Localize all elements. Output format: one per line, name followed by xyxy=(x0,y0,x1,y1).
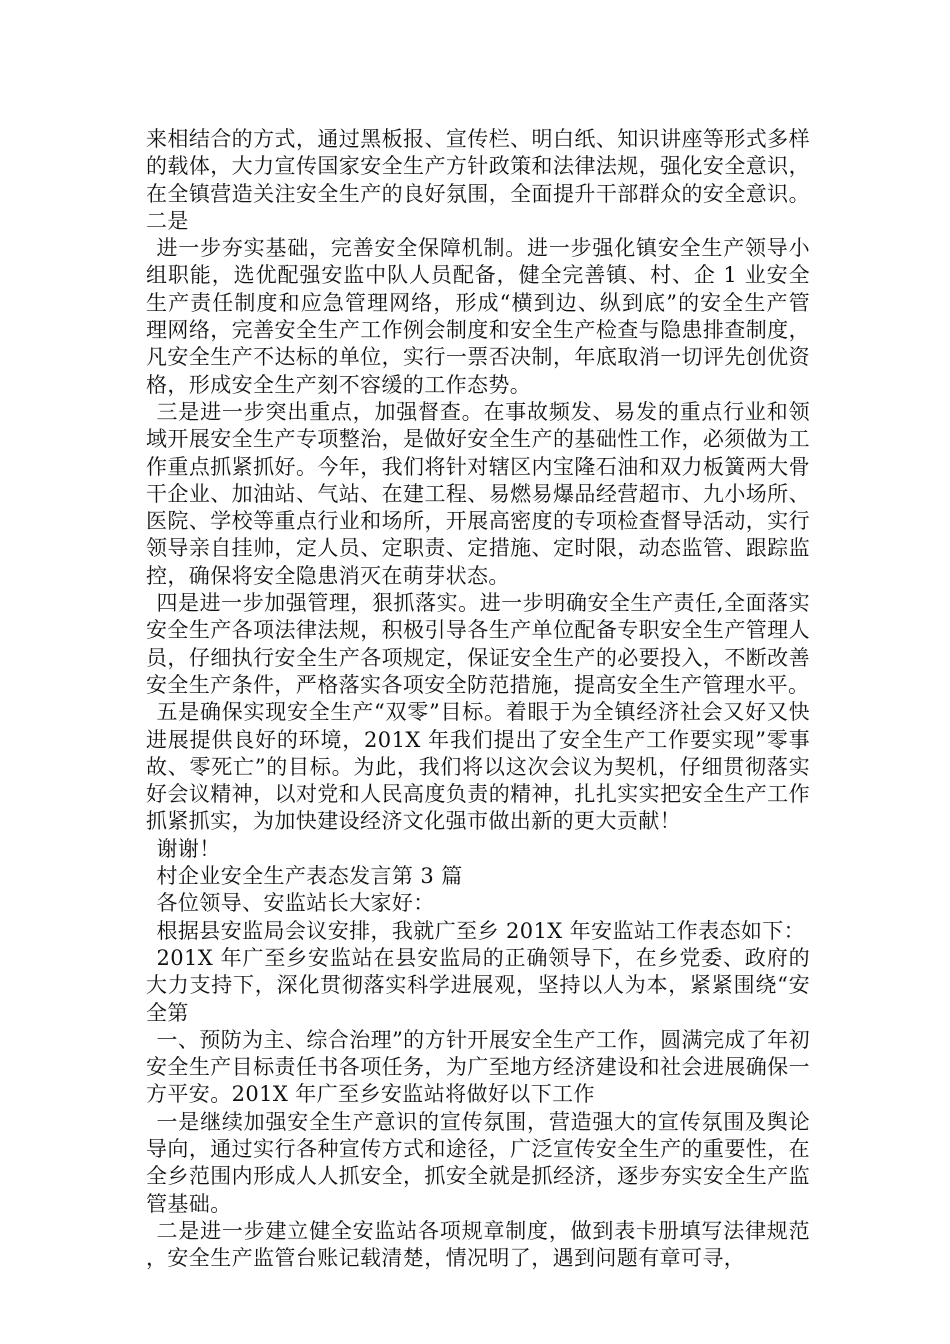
paragraph-3: 三是进一步突出重点，加强督查。在事故频发、易发的重点行业和领域开展安全生产专项整治，是做好安全生产的基础性工作，必须做为工作重点抓紧抓好。今年，我们将针对辖区内宝隆石油和双力板簧两大骨干企业、加油站、气站、在建工程、易燃易爆品经营超市、九小场所、医院、学校等重点行业和场所，开展高密度的专项检查督导活动，实行领导亲自挂帅，定人员、定职责、定措施、定时限，动态监管、跟踪监控，确保将安全隐患消灭在萌芽状态。 xyxy=(146,399,810,588)
paragraph-13: 二是进一步建立健全安监站各项规章制度，做到表卡册填写法律规范，安全生产监管台账记载清楚，情况明了，遇到问题有章可寻， xyxy=(146,1218,810,1271)
paragraph-12: 一是继续加强安全生产意识的宣传氛围，营造强大的宣传氛围及舆论导向，通过实行各种宣传方式和途径，广泛宣传安全生产的重要性，在全乡范围内形成人人抓安全，抓安全就是抓经济，逐步夯实安全生产监管基础。 xyxy=(146,1109,810,1216)
paragraph-9: 根据县安监局会议安排，我就广至乡 201X 年安监站工作表态如下： xyxy=(156,918,806,943)
paragraph-8: 各位领导、安监站长大家好： xyxy=(156,891,435,916)
paragraph-10: 201X 年广至乡安监站在县安监局的正确领导下，在乡党委、政府的大力支持下，深化贯彻落实科学进展观，坚持以人为本，紧紧围绕“安全第 xyxy=(146,945,810,1025)
document-body xyxy=(146,126,810,1272)
paragraph-1: 来相结合的方式，通过黑板报、宣传栏、明白纸、知识讲座等形式多样的载体，大力宣传国家安全生产方针政策和法律法规，强化安全意识，在全镇营造关注安全生产的良好氛围，全面提升干部群众的安全意识。二是 xyxy=(146,127,810,233)
paragraph-4: 四是进一步加强管理，狠抓落实。进一步明确安全生产责任,全面落实安全生产各项法律法规，积极引导各生产单位配备专职安全生产管理人员，仔细执行安全生产各项规定，保证安全生产的必要投入，不断改善安全生产条件，严格落实各项安全防范措施，提高安全生产管理水平。 xyxy=(146,591,810,697)
paragraph-5: 五是确保实现安全生产“双零”目标。着眼于为全镇经济社会又好又快进展提供良好的环境，201X 年我们提出了安全生产工作要实现”零事故、零死亡”的目标。为此，我们将以这次会议为契机，仔细贯彻落实好会议精神，以对党和人民高度负责的精神，扎扎实实把安全生产工作抓紧抓实，为加快建设经济文化强市做出新的更大贡献！ xyxy=(146,700,810,834)
paragraph-6: 谢谢！ xyxy=(156,836,221,861)
paragraph-2: 进一步夯实基础，完善安全保障机制。进一步强化镇安全生产领导小组职能，选优配强安监中队人员配备，健全完善镇、村、企 1 业安全生产责任制度和应急管理网络，形成“横到边、纵到底”的安全生产管理网络，完善安全生产工作例会制度和安全生产检查与隐患排查制度，凡安全生产不达标的单位，实行一票否决制，年底取消一切评先创优资格，形成安全生产刻不容缓的工作态势。 xyxy=(146,236,810,397)
paragraph-11: 一、预防为主、综合治理”的方针开展安全生产工作，圆满完成了年初安全生产目标责任书各项任务，为广至地方经济建设和社会进展确保一方平安。201X 年广至乡安监站将做好以下工作 xyxy=(146,1027,810,1107)
section-heading: 村企业安全生产表态发言第 3 篇 xyxy=(156,864,463,889)
